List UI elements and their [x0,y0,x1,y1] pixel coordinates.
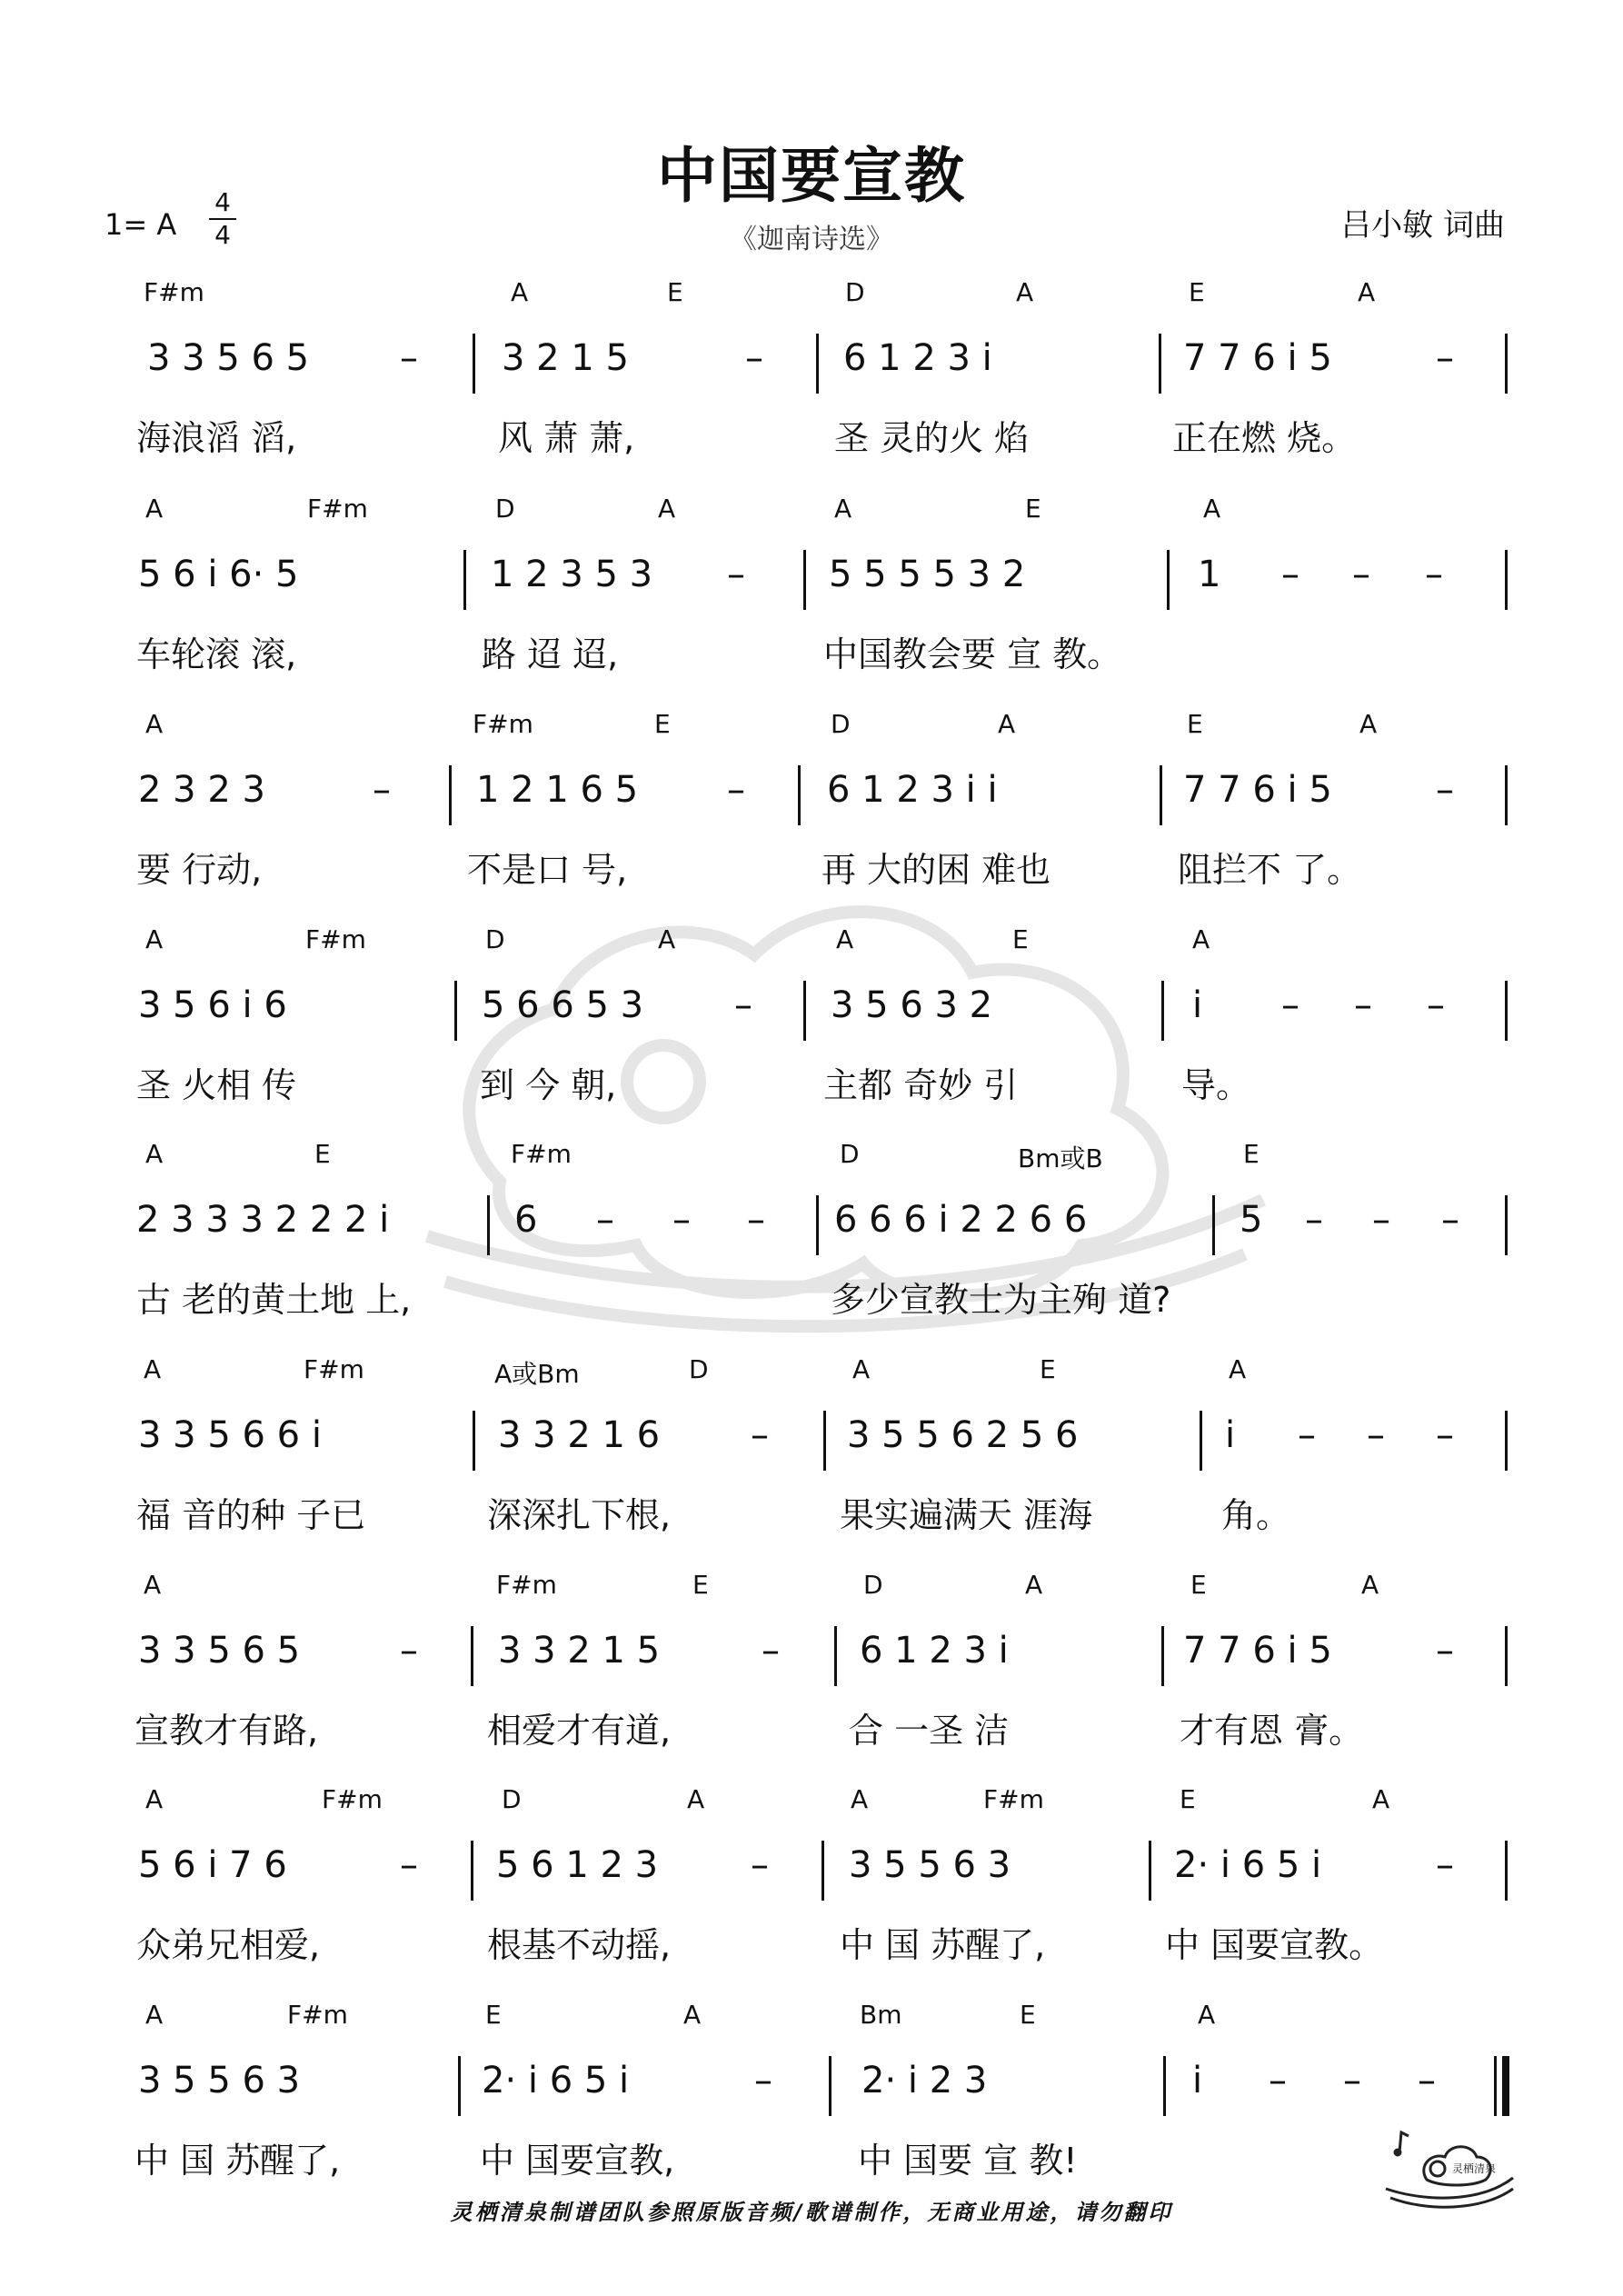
measure-notes: 6 6 6 i 2 2 6 6 [834,1199,1088,1241]
sustain-dash: – [1425,554,1443,595]
lyric-line: 根基不动摇, [487,1925,672,1965]
chord-label: D [495,494,515,524]
barline [1505,765,1508,825]
chord-label: A [1359,709,1378,739]
measure-notes: i [1225,1414,1236,1456]
lyric-line: 风 萧 萧, [498,418,635,458]
chord-label: A [145,1784,164,1814]
barline [487,1195,490,1255]
barline [1505,1626,1508,1686]
chord-label: A [1016,277,1034,307]
sustain-dash: – [596,1199,614,1241]
time-signature-top: 4 [214,187,231,217]
measure-notes: 2· i 6 5 i [482,2060,630,2101]
chord-label: Bm [860,2000,902,2030]
chord-label: E [1025,494,1041,524]
measure-notes: 7 7 6 i 5 [1183,337,1332,379]
sustain-dash: – [1436,1414,1454,1456]
chord-label: F#m [473,709,533,739]
measure-notes: 7 7 6 i 5 [1183,769,1332,811]
sustain-dash: – [762,1630,780,1672]
barline [821,1841,824,1901]
measure-notes: 7 7 6 i 5 [1183,1630,1332,1672]
sustain-dash: – [745,337,763,379]
barline [1505,1195,1508,1255]
barline [823,1411,826,1471]
lyric-line: 多少宣教士为主殉 道? [831,1280,1171,1320]
lyric-line: 果实遍满天 涯海 [840,1495,1093,1535]
chord-label: F#m [322,1784,383,1814]
time-signature-bottom: 4 [214,220,231,250]
chord-label: E [654,709,671,739]
sustain-dash: – [1298,1414,1316,1456]
chord-label: E [692,1570,709,1600]
chord-label: E [314,1139,331,1169]
chord-label: F#m [144,277,204,307]
score-system-1 [0,277,1623,492]
measure-notes: 6 1 2 3 i i [827,769,998,811]
barline [829,2056,831,2116]
measure-notes: 1 [1198,554,1221,595]
sustain-dash: – [1372,1199,1390,1241]
barline [449,765,452,825]
barline [1505,1841,1508,1901]
chord-label: A [1198,2000,1216,2030]
measure-notes: 1 2 3 5 3 [491,554,653,595]
barline [803,550,806,610]
chord-label: E [1189,277,1205,307]
chord-label: E [1190,1570,1207,1600]
sustain-dash: – [1436,337,1454,379]
lyric-line: 中 国 苏醒了, [840,1925,1046,1965]
chord-label: A [145,494,164,524]
chord-label: D [485,924,505,954]
lyric-line: 主都 奇妙 引 [823,1065,1019,1105]
lyric-line: 导。 [1181,1065,1251,1105]
measure-notes: 2 3 2 3 [138,769,265,811]
barline [1149,1841,1151,1901]
chord-label: A [1361,1570,1379,1600]
chord-label: F#m [304,1354,364,1384]
measure-notes: 6 1 2 3 i [860,1630,1009,1672]
chord-label: F#m [496,1570,557,1600]
sustain-dash: – [727,554,745,595]
chord-label: A [1358,277,1376,307]
score-system-2 [0,494,1623,708]
barline [473,334,475,394]
sustain-dash: – [672,1199,691,1241]
lyric-line: 圣 灵的火 焰 [834,418,1030,458]
sustain-dash: – [1367,1414,1385,1456]
lyric-line: 到 今 朝, [480,1065,617,1105]
lyric-line: 圣 火相 传 [136,1065,297,1105]
sustain-dash: – [1354,984,1372,1026]
sustain-dash: – [1269,2060,1287,2101]
chord-label: A [687,1784,705,1814]
chord-label: Bm或B [1018,1143,1103,1173]
barline [1167,550,1170,610]
lyric-line: 宣教才有路, [134,1711,319,1751]
measure-notes: 2· i 2 3 [861,2060,988,2101]
barline [1161,1626,1164,1686]
barline [803,981,806,1041]
lyric-line: 古 老的黄土地 上, [136,1280,412,1320]
sustain-dash: – [1436,769,1454,811]
measure-notes: 5 6 6 5 3 [482,984,644,1026]
chord-label: A [851,1784,869,1814]
final-barline [1494,2056,1507,2116]
score-system-5 [0,1139,1623,1353]
chord-label: E [1180,1784,1196,1814]
barline [473,1411,475,1471]
chord-label: F#m [287,2000,348,2030]
time-signature [209,189,236,249]
key-signature: 1= A [105,207,177,242]
lyric-line: 中 国 苏醒了, [134,2141,341,2181]
chord-label: F#m [305,924,366,954]
barline [1505,981,1508,1041]
measure-notes: 5 5 5 5 3 2 [829,554,1026,595]
chord-label: A [852,1354,871,1384]
chord-label: A [145,2000,164,2030]
measure-notes: 3 2 1 5 [502,337,629,379]
barline [1505,334,1508,394]
song-subtitle: 《迦南诗选》 [730,224,893,255]
lyric-line: 角。 [1221,1495,1291,1535]
measure-notes: 5 6 i 6· 5 [138,554,299,595]
chord-label: D [502,1784,522,1814]
chord-label: D [689,1354,709,1384]
measure-notes: 3 5 5 6 2 5 6 [847,1414,1079,1456]
lyric-line: 福 音的种 子已 [136,1495,366,1535]
measure-notes: 3 5 5 6 3 [138,2060,301,2101]
chord-label: A [1025,1570,1043,1600]
lyric-line: 阻拦不 了。 [1178,850,1362,890]
sustain-dash: – [1418,2060,1436,2101]
chord-label: D [845,277,865,307]
lyric-line: 要 行动, [136,850,263,890]
chord-label: E [1040,1354,1056,1384]
sustain-dash: – [1281,984,1299,1026]
chord-label: A [834,494,852,524]
measure-notes: 6 1 2 3 i [843,337,992,379]
chord-label: A [1372,1784,1390,1814]
measure-notes: 1 2 1 6 5 [476,769,639,811]
chord-label: E [1020,2000,1036,2030]
sustain-dash: – [1352,554,1370,595]
sustain-dash: – [1441,1199,1459,1241]
lyric-line: 不是口 号, [467,850,628,890]
measure-notes: 3 5 5 6 3 [849,1844,1011,1886]
logo-text: 灵栖清泉 [1452,2162,1497,2175]
chord-label: E [1187,709,1203,739]
sustain-dash: – [734,984,752,1026]
lyric-line: 众弟兄相爱, [136,1925,321,1965]
chord-label: A [145,1139,164,1169]
lyric-line: 中 国要宣教。 [1165,1925,1384,1965]
lyric-line: 相爱才有道, [487,1711,672,1751]
copyright-footer: 灵栖清泉制谱团队参照原版音频/歌谱制作，无商业用途，请勿翻印 [450,2200,1173,2225]
measure-notes: 3 5 6 3 2 [831,984,993,1026]
score-system-6 [0,1354,1623,1569]
chord-label: F#m [983,1784,1044,1814]
sustain-dash: – [1436,1844,1454,1886]
sustain-dash: – [1281,554,1299,595]
barline [816,334,819,394]
measure-notes: 3 3 5 6 5 [147,337,310,379]
sustain-dash: – [751,1844,769,1886]
chord-label: A [144,1570,162,1600]
chord-label: E [667,277,683,307]
chord-label: E [485,2000,502,2030]
measure-notes: i [1192,984,1203,1026]
score-system-8 [0,1784,1623,1999]
chord-label: D [863,1570,883,1600]
lyric-line: 中 国要宣教, [480,2141,675,2181]
lyric-line: 中 国要 宣 教! [858,2141,1078,2181]
barline [1163,2056,1166,2116]
barline [1505,550,1508,610]
sustain-dash: – [400,1630,418,1672]
sustain-dash: – [1343,2060,1361,2101]
chord-label: A [144,1354,162,1384]
chord-label: A或Bm [494,1359,580,1389]
chord-label: A [145,924,164,954]
chord-label: A [658,494,676,524]
sustain-dash: – [727,769,745,811]
sustain-dash: – [1427,984,1445,1026]
lyric-line: 深深扎下根, [487,1495,672,1535]
barline [1212,1195,1215,1255]
barline [1505,1411,1508,1471]
measure-notes: 3 3 5 6 5 [138,1630,301,1672]
measure-notes: 3 3 2 1 6 [498,1414,661,1456]
barline [471,1841,473,1901]
chord-label: F#m [511,1139,572,1169]
lyric-line: 正在燃 烧。 [1172,418,1357,458]
measure-notes: 5 6 1 2 3 [496,1844,659,1886]
measure-notes: 6 [514,1199,538,1241]
chord-label: A [683,2000,702,2030]
barline [798,765,801,825]
barline [471,1626,473,1686]
sustain-dash: – [751,1414,769,1456]
chord-label: A [1229,1354,1247,1384]
score-system-7 [0,1570,1623,1784]
sustain-dash: – [747,1199,765,1241]
chord-label: A [511,277,529,307]
lyric-line: 海浪滔 滔, [136,418,297,458]
barline [463,550,466,610]
chord-label: E [1243,1139,1260,1169]
lyric-line: 合 一圣 洁 [849,1711,1010,1751]
measure-notes: 2 3 3 3 2 2 2 i [136,1199,390,1241]
lyric-line: 车轮滚 滚, [136,634,297,674]
measure-notes: 2· i 6 5 i [1174,1844,1322,1886]
song-title: 中国要宣教 [657,141,966,211]
chord-label: D [840,1139,860,1169]
barline [1200,1411,1202,1471]
barline [1161,981,1164,1041]
chord-label: A [145,709,164,739]
score-system-3 [0,709,1623,923]
barline [458,2056,461,2116]
lyric-line: 中国教会要 宣 教。 [823,634,1122,674]
chord-label: A [998,709,1016,739]
sustain-dash: – [754,2060,772,2101]
sustain-dash: – [400,1844,418,1886]
measure-notes: i [1192,2060,1203,2101]
lyric-line: 路 迢 迢, [482,634,619,674]
measure-notes: 5 6 i 7 6 [138,1844,287,1886]
barline [816,1195,819,1255]
chord-label: D [831,709,851,739]
score-system-4 [0,924,1623,1139]
sustain-dash: – [400,337,418,379]
chord-label: A [1203,494,1221,524]
sustain-dash: – [1436,1630,1454,1672]
score-system-9 [0,2000,1623,2214]
measure-notes: 3 5 6 i 6 [138,984,287,1026]
measure-notes: 3 3 5 6 6 i [138,1414,322,1456]
measure-notes: 3 3 2 1 5 [498,1630,661,1672]
sustain-dash: – [1305,1199,1323,1241]
measure-notes: 5 [1240,1199,1263,1241]
author-credit: 吕小敏 词曲 [1340,207,1505,244]
barline [454,981,457,1041]
lyric-line: 再 大的困 难也 [821,850,1051,890]
chord-label: A [836,924,854,954]
lyric-line: 才有恩 膏。 [1180,1711,1364,1751]
sustain-dash: – [373,769,391,811]
chord-label: F#m [307,494,368,524]
chord-label: A [1192,924,1210,954]
chord-label: E [1012,924,1029,954]
barline [834,1626,837,1686]
chord-label: A [658,924,676,954]
barline [1159,334,1161,394]
barline [1160,765,1162,825]
